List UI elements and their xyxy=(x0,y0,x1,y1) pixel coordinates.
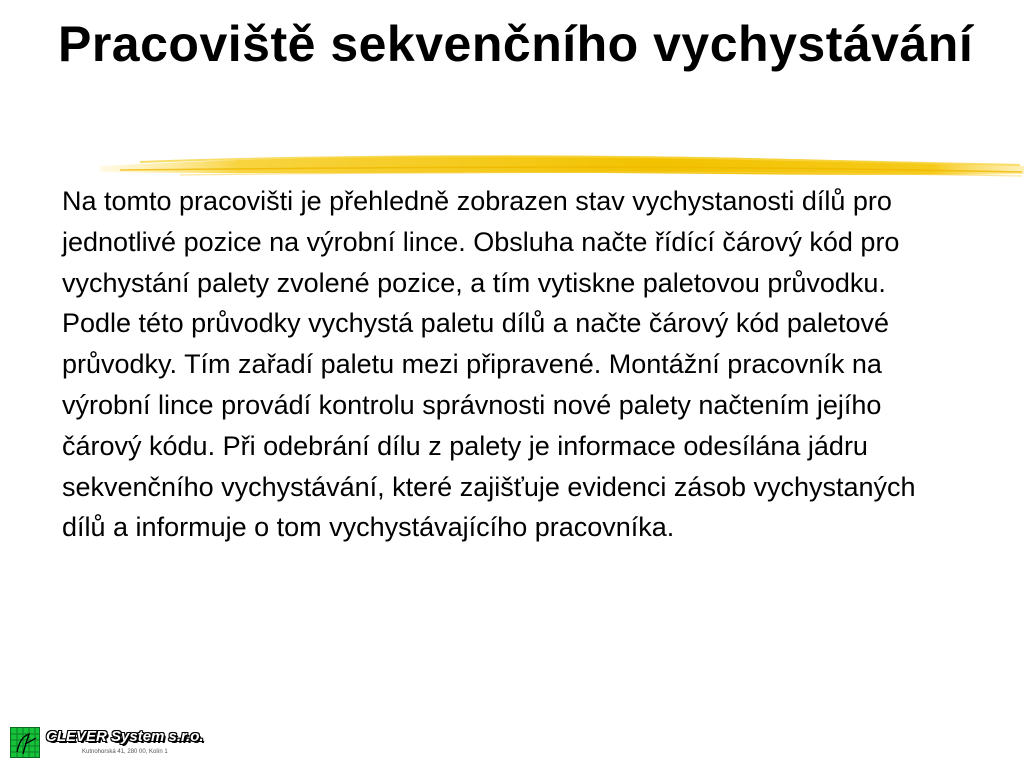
slide-body-text: Na tomto pracovišti je přehledně zobrazen stav vychystanosti dílů pro jednotlivé pozice na výrobní lince. Obsluha načte řídící čárový kód pro vychystání palety zvolené pozice, a tím vytiskne paletovou průvodku. Podle této průvodky vychystá paletu dílů a načte čárový kód paletové průvodky. Tím zařadí paletu mezi připravené. Montážní pracovník na výrobní lince provádí kontrolu správnosti nové palety načtením jejího čárový kódu. Při odebrání dílu z palety je informace odesílána jádru sekvenčního vychystávání, které zajišťuje evidenci zásob vychystaných dílů a informuje o tom vychystávajícího pracovníka. xyxy=(62,186,916,543)
company-logo xyxy=(10,727,210,761)
company-address: Kutnohorská 41, 280 00, Kolín 1 xyxy=(82,749,168,755)
slide-title: Pracoviště sekvenčního vychystávání xyxy=(58,16,974,72)
clever-green-logo-icon xyxy=(10,727,40,758)
yellow-brush-stroke-divider xyxy=(0,146,1024,186)
company-name: CLEVER System s.r.o. xyxy=(46,728,204,745)
